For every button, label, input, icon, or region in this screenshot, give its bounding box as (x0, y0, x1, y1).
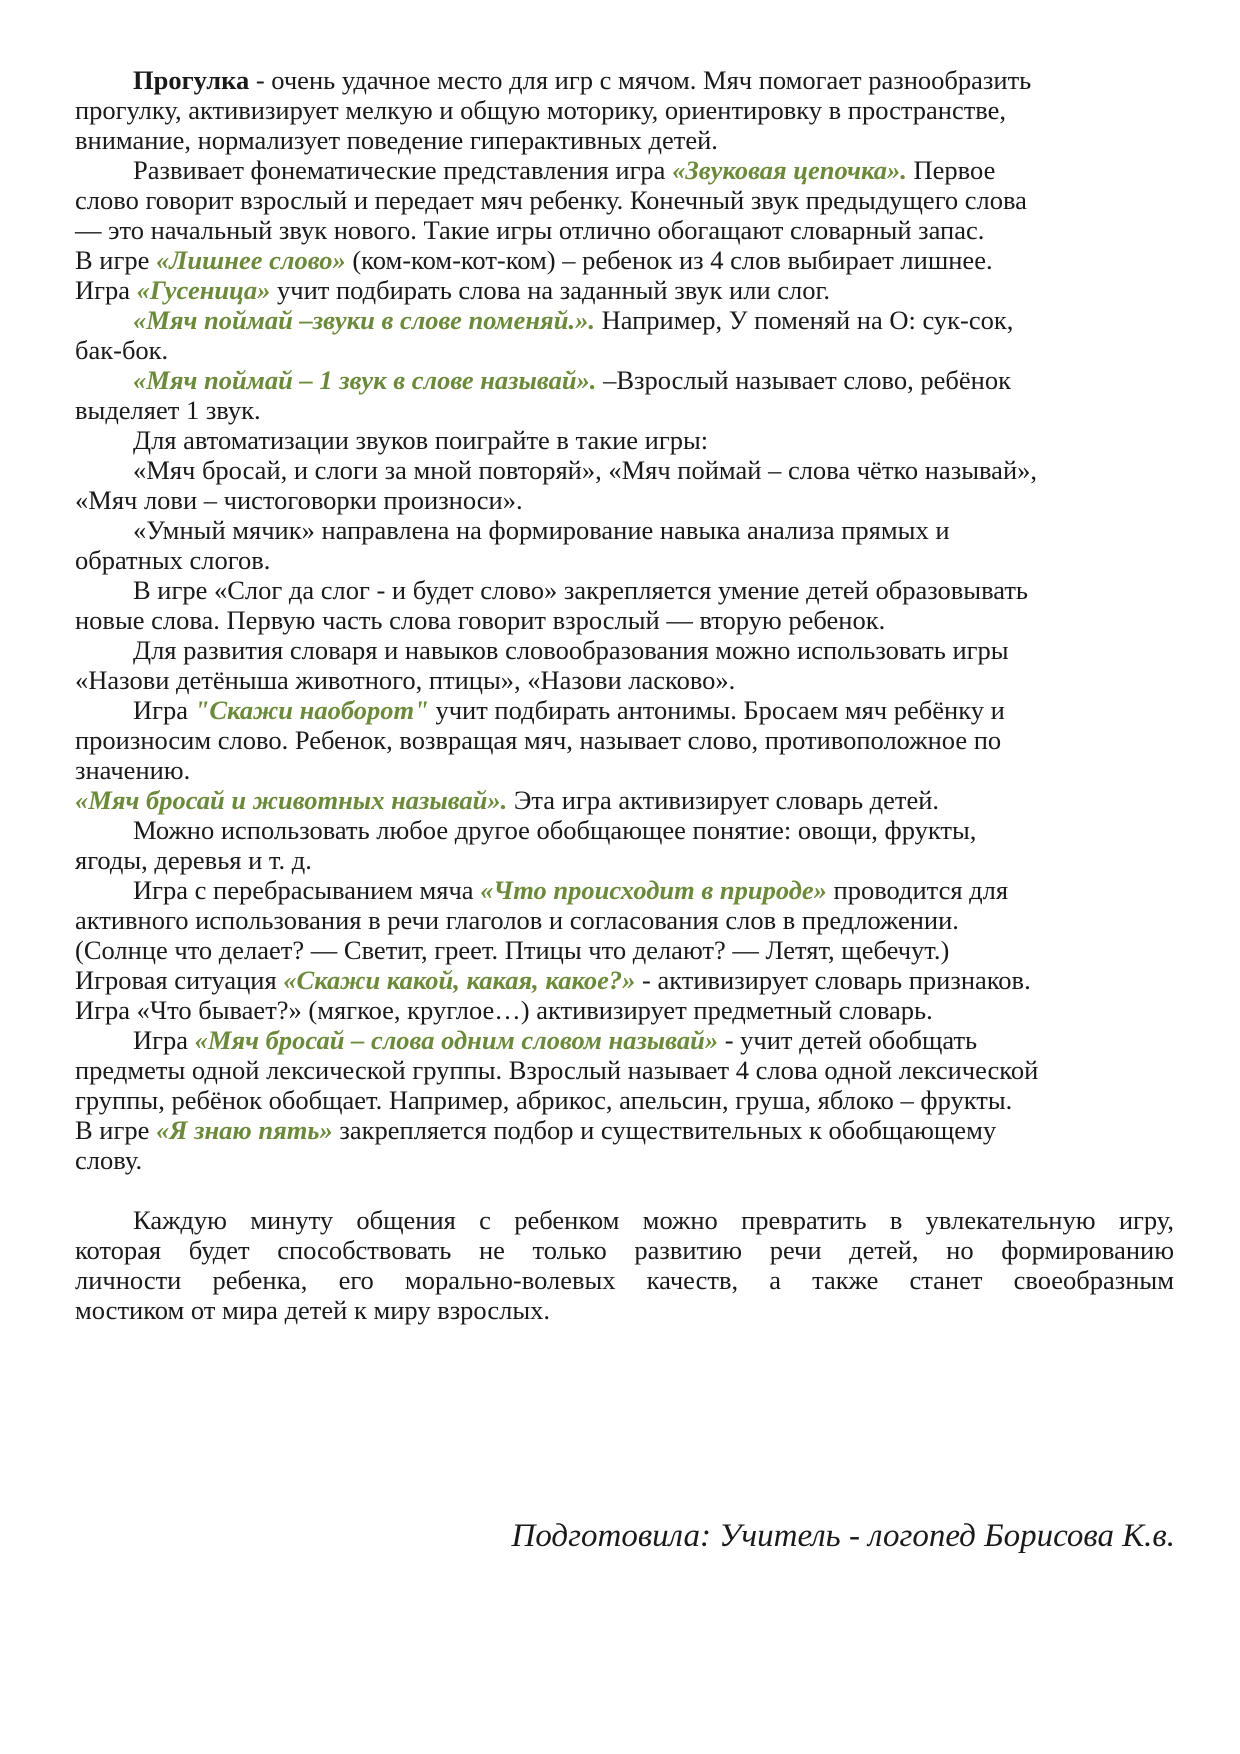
closing-line: которая будет способствовать не только развитию речи детей, но формированию (75, 1235, 1174, 1265)
text-segment: (ком-ком-кот-ком) – ребенок из 4 слов выбирает лишнее. (345, 245, 993, 275)
text-segment: «Назови детёныша животного, птицы», «Назови ласково». (75, 665, 736, 695)
text-line (75, 123, 718, 157)
text-line (133, 873, 1008, 907)
text-segment: Игра с перебрасыванием мяча (133, 875, 481, 905)
text-line (75, 843, 312, 877)
game-title: «Лишнее слово» (156, 245, 346, 275)
text-segment: «Мяч бросай, и слоги за мной повторяй», «Мяч поймай – слова чётко называй», (133, 455, 1038, 485)
text-segment: выделяет 1 звук. (75, 395, 261, 425)
text-line (133, 813, 976, 847)
text-segment: (Солнце что делает? — Светит, греет. Птицы что делают? — Летят, щебечут.) (75, 935, 950, 965)
text-line (75, 603, 885, 637)
text-segment: активного использования в речи глаголов и согласования слов в предложении. (75, 905, 959, 935)
text-line (75, 333, 168, 367)
text-segment: Игра (75, 275, 137, 305)
text-segment: Развивает фонематические представления игра (133, 155, 673, 185)
text-segment: бак-бок. (75, 335, 169, 365)
text-segment: Игровая ситуация (75, 965, 284, 995)
game-title: «Скажи какой, какая, какое?» (283, 965, 636, 995)
text-line (75, 1113, 996, 1147)
closing-line: мостиком от мира детей к миру взрослых. (75, 1295, 550, 1325)
text-segment: закрепляется подбор и существительных к обобщающему (332, 1115, 997, 1145)
game-title: «Мяч поймай –звуки в слове поменяй.». (133, 305, 595, 335)
text-segment: В игре (75, 1115, 156, 1145)
text-line (75, 753, 190, 787)
game-title: «Гусеница» (136, 275, 271, 305)
text-line (133, 63, 1031, 97)
text-segment: ягоды, деревья и т. д. (75, 845, 312, 875)
text-line (75, 663, 735, 697)
text-line (75, 903, 959, 937)
text-line (133, 513, 950, 547)
text-line (75, 723, 1001, 757)
text-segment: произносим слово. Ребенок, возвращая мяч, называет слово, противоположное по (75, 725, 1002, 755)
text-segment: Эта игра активизирует словарь детей. (507, 785, 940, 815)
text-line (75, 993, 933, 1027)
text-segment: слово говорит взрослый и передает мяч ребенку. Конечный звук предыдущего слова (75, 185, 1027, 215)
text-line (133, 1023, 977, 1057)
text-line (133, 693, 1005, 727)
text-segment: Для автоматизации звуков поиграйте в такие игры: (133, 425, 709, 455)
text-segment: Первое (906, 155, 996, 185)
signature: Подготовила: Учитель - логопед Борисова К.в. (511, 1518, 1175, 1554)
text-line (75, 393, 261, 427)
game-title: «Мяч поймай – 1 звук в слове называй». (133, 365, 597, 395)
text-line (75, 1083, 1012, 1117)
game-title: "Скажи наоборот" (194, 695, 429, 725)
text-segment: «Умный мячик» направлена на формирование навыка анализа прямых и (133, 515, 950, 545)
text-line (133, 363, 1011, 397)
game-title: «Звуковая цепочка». (672, 155, 907, 185)
text-line (75, 963, 1031, 997)
text-line (75, 543, 270, 577)
game-title: «Что происходит в природе» (480, 875, 827, 905)
closing-line: личности ребенка, его морально-волевых качеств, а также станет своеобразным (75, 1265, 1174, 1295)
text-segment: В игре (75, 245, 156, 275)
text-line (75, 1143, 142, 1177)
text-line (75, 273, 830, 307)
text-line (133, 303, 1013, 337)
text-line (75, 93, 1006, 127)
text-segment: Например, У поменяй на О: сук-сок, (594, 305, 1014, 335)
text-line (75, 933, 949, 967)
text-segment: прогулку, активизирует мелкую и общую моторику, ориентировку в пространстве, (75, 95, 1007, 125)
text-segment: Можно использовать любое другое обобщающее понятие: овощи, фрукты, (133, 815, 977, 845)
text-segment: — это начальный звук нового. Такие игры отлично обогащают словарный запас. (75, 215, 985, 245)
text-segment: проводится для (826, 875, 1009, 905)
text-segment: новые слова. Первую часть слова говорит взрослый — вторую ребенок. (75, 605, 886, 635)
text-line (75, 483, 523, 517)
text-segment: группы, ребёнок обобщает. Например, абрикос, апельсин, груша, яблоко – фрукты. (75, 1085, 1013, 1115)
text-segment: обратных слогов. (75, 545, 271, 575)
text-segment: - активизирует словарь признаков. (635, 965, 1031, 995)
text-line (133, 453, 1037, 487)
text-line (75, 783, 939, 817)
text-line (75, 183, 1027, 217)
text-segment: Для развития словаря и навыков словообразования можно использовать игры (133, 635, 1009, 665)
text-line (133, 633, 1009, 667)
text-segment: Игра (133, 695, 195, 725)
text-line (75, 213, 984, 247)
text-segment: - очень удачное место для игр с мячом. Мяч помогает разнообразить (249, 65, 1032, 95)
closing-line: Каждую минуту общения с ребенком можно превратить в увлекательную игру, (133, 1205, 1174, 1235)
text-segment: слову. (75, 1145, 143, 1175)
bold-term: Прогулка (133, 65, 250, 95)
text-segment: Игра «Что бывает?» (мягкое, круглое…) активизирует предметный словарь. (75, 995, 933, 1025)
text-line (133, 573, 1028, 607)
text-segment: - учит детей обобщать (718, 1025, 978, 1055)
text-line (133, 153, 995, 187)
game-title: «Мяч бросай и животных называй». (75, 785, 508, 815)
text-segment: значению. (75, 755, 191, 785)
text-segment: учит подбирать антонимы. Бросаем мяч ребёнку и (428, 695, 1005, 725)
game-title: «Мяч бросай – слова одним словом называй» (194, 1025, 719, 1055)
text-line (75, 243, 993, 277)
text-segment: В игре «Слог да слог - и будет слово» закрепляется умение детей образовывать (133, 575, 1028, 605)
text-line (75, 1053, 1038, 1087)
text-segment: учит подбирать слова на заданный звук или слог. (270, 275, 831, 305)
text-segment: внимание, нормализует поведение гиперактивных детей. (75, 125, 718, 155)
text-segment: Игра (133, 1025, 195, 1055)
text-segment: «Мяч лови – чистоговорки произноси». (75, 485, 523, 515)
text-segment: –Взрослый называет слово, ребёнок (596, 365, 1011, 395)
game-title: «Я знаю пять» (156, 1115, 333, 1145)
text-line (133, 423, 708, 457)
text-segment: предметы одной лексической группы. Взрослый называет 4 слова одной лексической (75, 1055, 1039, 1085)
